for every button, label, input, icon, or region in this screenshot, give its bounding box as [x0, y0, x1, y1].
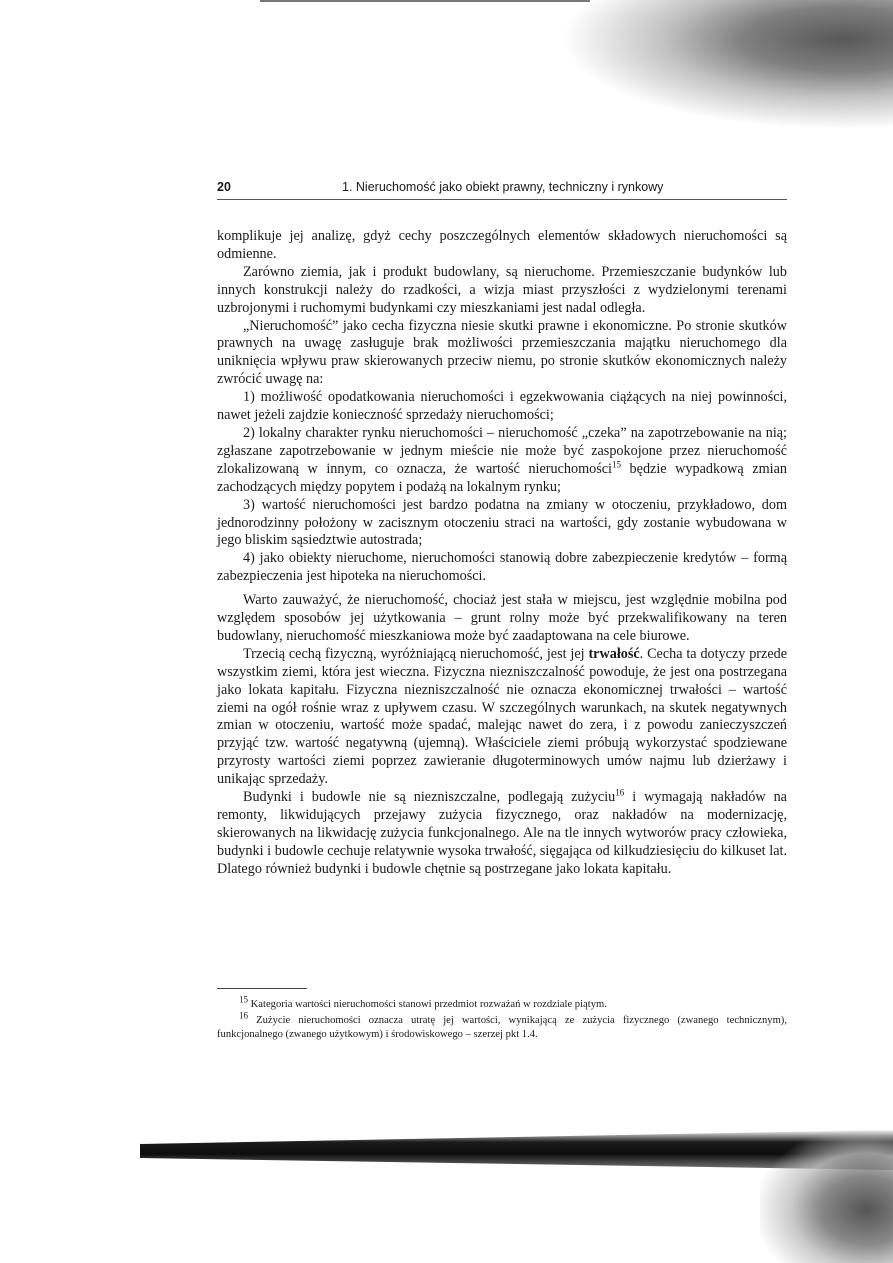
running-head: 1. Nieruchomość jako obiekt prawny, techniczny i rynkowy — [342, 180, 664, 194]
footnotes — [217, 994, 787, 1045]
paragraph: komplikuje jej analizę, gdyż cechy poszczególnych elementów składowych nieruchomości są odmienne. — [217, 228, 787, 262]
footnote-separator — [217, 988, 307, 989]
page-header — [217, 180, 787, 200]
body-text — [217, 228, 787, 879]
paragraph: Budynki i budowle nie są niezniszczalne, podlegają zużyciu$^{16}$ i wymagają nakładów na remonty, likwidujących przejawy zużycia fizycznego, oraz nakładów na modernizację, skierowanych na likwidację zużycia funkcjonalnego. Ale na tle innych wytworów pracy człowieka, budynki i budowle cechuje relatywnie wysoka trwałość, sięgająca od kilkudziesięciu do kilkuset lat. Dlatego również budynki i budowle chętnie są postrzegane jako lokata kapitału. — [217, 787, 787, 877]
list-item: 4) jako obiekty nieruchome, nieruchomości stanowią dobre zabezpieczenie kredytów – formą zabezpieczenia jest hipoteka na nieruchomości. — [217, 550, 787, 585]
footnote-ref: 16 — [615, 787, 625, 798]
list-item: 3) wartość nieruchomości jest bardzo podatna na zmiany w otoczeniu, przykładowo, dom jednorodzinny położony w zacisznym otoczeniu straci na wartości, gdy zostanie wybudowana w jego bliskim sąsiedztwie autostrada; — [217, 496, 787, 549]
scan-shadow-top-right — [560, 0, 893, 130]
footnote-mark: 15 — [239, 994, 248, 1005]
paragraph: „Nieruchomość” jako cecha fizyczna niesie skutki prawne i ekonomiczne. Po stronie skutków prawnych na uwagę zasługuje brak możliwości przemieszczania majątku nieruchomego dla uniknięcia wpływu praw skierowanych przeciw niemu, po stronie skutków ekonomicznych należy zwrócić uwagę na: — [217, 317, 787, 388]
list-item: 2) lokalny charakter rynku nieruchomości – nieruchomość „czeka” na zapotrzebowanie na nią; zgłaszane zapotrzebowanie w jednym mieście nie może być zaspokojone przez nieruchomość zlokalizowaną w innym, co oznacza, że wartość nieruchomości$^{15}$ będzie wypadkową zmian zachodzących między popytem i podażą na lokalnym rynku; — [217, 424, 787, 495]
paragraph: Trzecią cechą fizyczną, wyróżniającą nieruchomość, jest jej trwałość. Cecha ta dotyczy przede wszystkim ziemi, która jest wieczna. Fizyczna niezniszczalność powoduje, że jest ona postrzegana jako lokata kapitału. Fizyczna niezniszczalność nie oznacza ekonomicznej trwałości – wartość ziemi na ogół rośnie wraz z upływem czasu. W szczególnych warunkach, na skutek negatywnych zmian w otoczeniu, wartość może spadać, malejąc nawet do zera, i z powodu zanieczyszczeń przyjąć tzw. wartość negatywną (ujemną). Właściciele ziemi próbują wykorzystać spodziewane przyrosty wartości ziemi poprzez zawieranie długoterminowych umów najmu lub dzierżawy i unikając sprzedaży. — [217, 645, 788, 788]
paragraph: Zarówno ziemia, jak i produkt budowlany, są nieruchome. Przemieszczanie budynków lub innych konstrukcji należy do rzadkości, a wizja miast przyszłości z wydzielonymi terenami uzbrojonymi i ruchomymi budynkami czy mieszkaniami jest nadal odległa. — [217, 263, 787, 316]
footnote-ref: 15 — [611, 459, 621, 470]
footnote: $^{16}$ Zużycie nieruchomości oznacza utratę jej wartości, wynikającą ze zużycia fizycznego (zwanego technicznym), funkcjonalnego (zwanego użytkowym) i środowiskowego – szerzej pkt 1.4. — [217, 1010, 787, 1041]
footnote-mark: 16 — [239, 1010, 248, 1021]
list-item: 1) możliwość opodatkowania nieruchomości i egzekwowania ciążących na niej powinności, nawet jeżeli zajdzie konieczność sprzedaży nieruchomości; — [217, 389, 787, 424]
page-number: 20 — [217, 180, 231, 194]
footnote: $^{15}$ Kategoria wartości nieruchomości stanowi przedmiot rozważań w rozdziale piątym. — [239, 994, 607, 1010]
scan-shadow-bottom-right — [760, 1130, 893, 1263]
scan-edge-line — [260, 0, 590, 2]
paragraph: Warto zauważyć, że nieruchomość, chociaż jest stała w miejscu, jest względnie mobilna pod względem sposobów jej użytkowania – grunt rolny może być przekwalifikowany na teren budowlany, nieruchomość mieszkaniowa może być zaadaptowana na cele biurowe. — [217, 592, 787, 644]
emphasis-term: trwałość — [588, 645, 640, 662]
